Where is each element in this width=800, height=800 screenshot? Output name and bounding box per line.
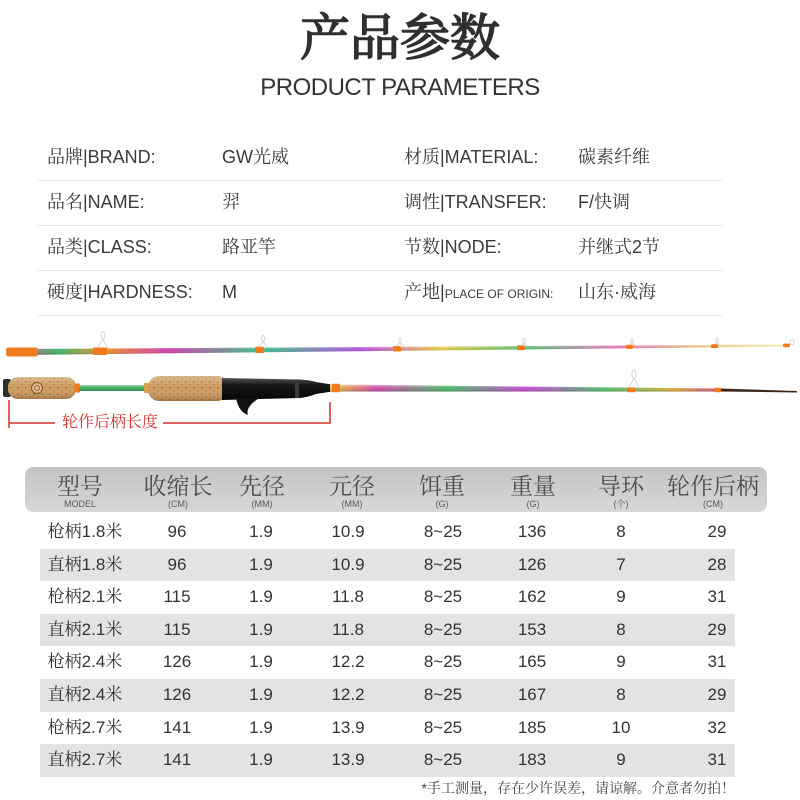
header-unit: (MM): [251, 499, 273, 509]
header-unit: (G): [526, 499, 540, 509]
guide-foot: [258, 342, 267, 348]
header-label: 先径: [239, 473, 285, 499]
measure-label: 轮作后柄长度: [62, 414, 159, 431]
cell-collapsed-length: 115: [163, 619, 191, 639]
cell-butt-diameter: 12.2: [331, 685, 365, 704]
param-label-origin-cn: 产地|: [404, 282, 445, 302]
cell-lure-weight: 8~25: [423, 587, 463, 607]
param-label-origin-en: PLACE OF ORIGIN:: [444, 287, 554, 301]
header-label: 导环: [598, 473, 644, 499]
cell-rear-handle-length: 28: [707, 554, 727, 574]
cell-butt-diameter: 10.9: [331, 554, 365, 574]
cell-rear-handle-length: 31: [707, 750, 727, 770]
cell-butt-diameter: 13.9: [331, 717, 365, 737]
param-value-hardness: M: [222, 282, 237, 302]
cell-tip-diameter: 1.9: [249, 652, 273, 672]
cell-weight: 185: [517, 717, 547, 737]
cell-collapsed-length: 126: [162, 652, 192, 672]
header-model: [30, 467, 130, 510]
cell-tip-diameter: 1.9: [249, 522, 273, 541]
param-row-name-transfer: [0, 190, 800, 214]
header-label: 轮作后柄: [667, 473, 759, 499]
cell-butt-diameter: 11.8: [332, 587, 364, 607]
thread-wrap: [332, 384, 340, 393]
divider: [38, 270, 722, 271]
cell-lure-weight: 8~25: [423, 717, 463, 737]
header-unit: (MM): [341, 499, 363, 509]
header-unit: (G): [435, 499, 449, 509]
divider: [38, 315, 722, 316]
thread-wrap: [783, 344, 790, 348]
param-value-name: 羿: [222, 192, 240, 212]
header-butt-diameter: [302, 467, 402, 510]
footnote: *手工测量，存在少许误差，请谅解。介意者勿拍！: [421, 780, 735, 796]
thread-wrap: [93, 348, 107, 356]
cell-weight: 183: [517, 750, 547, 770]
cell-model: 枪柄2.7米: [47, 717, 123, 737]
rod-tip-section: [6, 332, 794, 357]
header-label: 型号: [57, 473, 103, 499]
fore-grip-shade: [148, 376, 228, 401]
butt-blank-shine: [330, 385, 720, 392]
param-value-transfer: F/快调: [578, 192, 630, 212]
cell-lure-weight: 8~25: [423, 554, 463, 574]
cell-lure-weight: 8~25: [423, 750, 463, 770]
param-row-brand-material: [0, 145, 800, 169]
param-value-class: 路亚竿: [222, 237, 276, 257]
cell-guides: 9: [616, 652, 626, 672]
cell-tip-diameter: 1.9: [249, 717, 273, 737]
thread-wrap: [517, 345, 525, 350]
cell-butt-diameter: 11.8: [332, 619, 364, 639]
cell-lure-weight: 8~25: [423, 685, 463, 704]
reel-seat-ring: [295, 380, 299, 399]
header-label: 收缩长: [143, 473, 213, 499]
thread-wrap: [627, 388, 635, 393]
thread-wrap: [626, 345, 633, 349]
cell-weight: 167: [517, 685, 547, 704]
cell-collapsed-length: 96: [167, 554, 187, 574]
header-rear-handle-length: [663, 467, 763, 510]
param-row-class-node: [0, 235, 800, 259]
page-title: 产品参数: [300, 10, 500, 66]
cell-rear-handle-length: 31: [707, 587, 727, 607]
cell-guides: 8: [616, 685, 626, 704]
table-row: [40, 712, 735, 745]
cell-model: 直柄2.7米: [47, 750, 123, 770]
page-subtitle: PRODUCT PARAMETERS: [260, 74, 540, 101]
cell-guides: 7: [616, 554, 626, 574]
header-label: 元径: [329, 473, 375, 499]
divider: [38, 180, 722, 181]
ferrule-end: [720, 389, 797, 393]
cell-collapsed-length: 141: [162, 717, 192, 737]
param-label-brand: 品牌|BRAND:: [47, 147, 156, 167]
cell-rear-handle-length: 29: [707, 522, 727, 541]
header-unit: MODEL: [63, 499, 96, 509]
param-label-material: 材质|MATERIAL:: [404, 147, 539, 167]
cell-model: 枪柄2.1米: [47, 587, 123, 607]
param-value-material: 碳素纤维: [578, 147, 650, 167]
param-label-class: 品类|CLASS:: [47, 237, 152, 257]
cell-collapsed-length: 126: [162, 685, 192, 704]
header-weight: [483, 467, 583, 510]
param-label-hardness: 硬度|HARDNESS:: [47, 282, 193, 302]
guide-ring: [523, 339, 526, 344]
header-label: 饵重: [419, 473, 465, 499]
thread-wrap: [255, 347, 264, 353]
cell-collapsed-length: 115: [163, 587, 191, 607]
param-label-name: 品名|NAME:: [47, 192, 145, 212]
cell-guides: 9: [616, 587, 626, 607]
thread-wrap: [711, 344, 718, 348]
table-header: [25, 467, 767, 512]
cell-collapsed-length: 141: [162, 750, 192, 770]
grip-logo-icon: [32, 383, 43, 394]
tip-top-ring: [790, 339, 794, 344]
header-lure-weight: [392, 467, 492, 510]
table-row: [40, 581, 735, 614]
cell-tip-diameter: 1.9: [249, 587, 273, 607]
cell-model: 直柄1.8米: [47, 554, 123, 574]
cell-guides: 10: [611, 717, 631, 737]
cell-rear-handle-length: 32: [707, 717, 727, 737]
cell-guides: 9: [616, 750, 626, 770]
thread-wrap: [714, 388, 721, 393]
divider: [38, 225, 722, 226]
cell-model: 枪柄2.4米: [47, 652, 123, 672]
handle-blank-shine: [79, 385, 149, 391]
header-unit: (个): [613, 499, 629, 509]
cell-rear-handle-length: 29: [707, 685, 727, 704]
table-row: [40, 646, 735, 679]
thread-wrap: [393, 346, 401, 351]
guide-foot: [629, 378, 639, 388]
cell-guides: 8: [616, 619, 626, 639]
cell-tip-diameter: 1.9: [249, 619, 273, 639]
param-label-node: 节数|NODE:: [404, 237, 502, 257]
cell-lure-weight: 8~25: [423, 522, 463, 541]
cell-collapsed-length: 96: [167, 522, 187, 541]
table-row: [40, 744, 735, 777]
param-value-origin: 山东·威海: [578, 282, 656, 302]
cell-tip-diameter: 1.9: [249, 685, 273, 704]
cell-butt-diameter: 13.9: [331, 750, 365, 770]
measure-bracket: [9, 400, 330, 428]
header-unit: (CM): [703, 499, 723, 509]
cell-model: 直柄2.1米: [47, 619, 123, 639]
table-row: [40, 614, 735, 647]
header-guides: [571, 467, 671, 510]
tip-butt-cap: [6, 348, 38, 357]
cell-butt-diameter: 12.2: [331, 652, 365, 672]
table-row: [40, 549, 735, 582]
header-label: 重量: [510, 473, 556, 499]
cell-model: 枪柄1.8米: [47, 522, 123, 541]
cell-weight: 136: [517, 522, 547, 541]
header-unit: (CM): [168, 499, 188, 509]
cell-tip-diameter: 1.9: [249, 554, 273, 574]
rod-butt-section: [3, 370, 797, 416]
cell-weight: 153: [517, 619, 547, 639]
reel-seat: [222, 378, 332, 400]
cell-butt-diameter: 10.9: [331, 522, 365, 541]
reel-seat-trigger: [236, 398, 258, 415]
cell-tip-diameter: 1.9: [249, 750, 273, 770]
cell-weight: 162: [517, 587, 547, 607]
butt-guide: [629, 370, 639, 388]
table-row: [40, 516, 735, 549]
cell-rear-handle-length: 31: [707, 652, 727, 672]
cell-model: 直柄2.4米: [47, 685, 123, 704]
cell-rear-handle-length: 29: [707, 619, 727, 639]
cell-lure-weight: 8~25: [423, 619, 463, 639]
table-row: [40, 679, 735, 712]
guide-ring: [101, 332, 105, 340]
cell-weight: 165: [517, 652, 547, 672]
header-tip-diameter: [212, 467, 312, 510]
cell-guides: 8: [616, 522, 626, 541]
param-value-node: 并继式2节: [578, 237, 661, 257]
param-value-brand: GW光威: [222, 147, 289, 167]
param-label-transfer: 调性|TRANSFER:: [404, 192, 547, 212]
param-label-origin: [404, 280, 553, 306]
cell-lure-weight: 8~25: [423, 652, 463, 672]
cell-weight: 126: [517, 554, 547, 574]
guide-foot: [97, 340, 108, 349]
param-row-hardness-origin: [0, 280, 800, 304]
